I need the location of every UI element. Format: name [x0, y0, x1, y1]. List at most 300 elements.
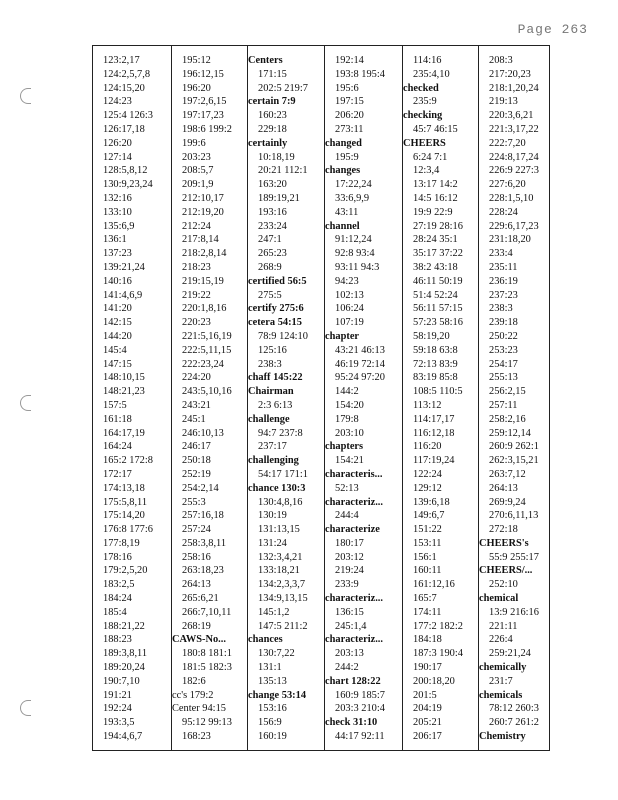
index-entry: 172:17	[103, 468, 132, 480]
index-entry: 147:15	[103, 358, 132, 370]
index-entry: 125:16	[258, 344, 287, 356]
index-headword: checked	[403, 82, 439, 94]
index-headword: changes	[325, 165, 361, 177]
index-entry: 219:22	[182, 289, 211, 301]
index-entry: 148:10,15	[103, 372, 145, 384]
punch-hole-mark	[20, 395, 31, 411]
index-entry: 13:9 216:16	[489, 606, 539, 618]
index-entry: 263:7,12	[489, 468, 526, 480]
index-entry: 257:24	[182, 524, 211, 536]
index-entry: 246:17	[182, 441, 211, 453]
punch-hole-mark	[20, 700, 31, 716]
index-entry: 171:15	[258, 68, 287, 80]
index-entry: 254:17	[489, 358, 518, 370]
index-entry: 203:13	[335, 648, 364, 660]
index-entry: 14:5 16:12	[413, 192, 458, 204]
index-entry: 95:12 99:13	[182, 717, 232, 729]
index-entry: 197:17,23	[182, 110, 224, 122]
index-entry: 193:8 195:4	[335, 68, 385, 80]
index-entry: 203:12	[335, 551, 364, 563]
index-headword: CHEERS/...	[479, 565, 533, 577]
index-entry: 17:22,24	[335, 179, 372, 191]
index-entry: 264:13	[182, 579, 211, 591]
index-entry: 130:4,8,16	[258, 496, 303, 508]
index-entry: 192:24	[103, 703, 132, 715]
index-entry: 140:16	[103, 275, 132, 287]
index-entry: 78:12 260:3	[489, 703, 539, 715]
index-entry: 250:22	[489, 330, 518, 342]
index-entry: 93:11 94:3	[335, 261, 380, 273]
index-entry: 185:4	[103, 606, 127, 618]
index-entry: 13:17 14:2	[413, 179, 458, 191]
index-entry: 189:19,21	[258, 192, 300, 204]
index-entry: 218:2,8,14	[182, 248, 227, 260]
index-entry: 212:24	[182, 220, 211, 232]
index-headword: characteris...	[325, 468, 383, 480]
index-headword: characterize	[325, 524, 380, 536]
index-entry: 6:24 7:1	[413, 151, 448, 163]
index-headword: CAWS-No...	[172, 634, 226, 646]
index-entry: 92:8 93:4	[335, 248, 375, 260]
index-entry: 165:2 172:8	[103, 455, 153, 467]
index-entry: 203:23	[182, 151, 211, 163]
index-entry: 156:1	[413, 551, 437, 563]
index-entry: 244:4	[335, 510, 359, 522]
index-entry: 265:6,21	[182, 593, 219, 605]
index-entry: 136:15	[335, 606, 364, 618]
index-entry: 131:1	[258, 662, 282, 674]
index-column-3	[247, 46, 324, 750]
index-entry: 273:11	[335, 123, 364, 135]
index-entry: 244:2	[335, 662, 359, 674]
index-entry: 222:5,11,15	[182, 344, 232, 356]
index-entry: 135:6,9	[103, 220, 135, 232]
index-entry: 263:18,23	[182, 565, 224, 577]
index-entry: 144:20	[103, 330, 132, 342]
index-entry: 160:19	[258, 731, 287, 743]
index-entry: 255:3	[182, 496, 206, 508]
index-entry: 176:8 177:6	[103, 524, 153, 536]
index-entry: 123:2,17	[103, 55, 140, 66]
index-entry: 199:6	[182, 137, 206, 149]
index-entry: 233:24	[258, 220, 287, 232]
index-headword: certify 275:6	[248, 303, 304, 315]
index-entry: 197:15	[335, 96, 364, 108]
index-entry: 28:24 35:1	[413, 234, 458, 246]
punch-hole-mark	[20, 88, 31, 104]
index-entry: 160:11	[413, 565, 442, 577]
index-entry: 189:20,24	[103, 662, 145, 674]
index-entry: 51:4 52:24	[413, 289, 458, 301]
index-entry: 265:23	[258, 248, 287, 260]
index-entry: 188:21,22	[103, 620, 145, 632]
index-entry: 204:19	[413, 703, 442, 715]
index-entry: 154:20	[335, 399, 364, 411]
index-entry: 124:15,20	[103, 82, 145, 94]
index-entry: 164:17,19	[103, 427, 145, 439]
index-entry: 219:15,19	[182, 275, 224, 287]
index-entry: 72:13 83:9	[413, 358, 458, 370]
index-entry: 220:1,8,16	[182, 303, 227, 315]
index-entry: 237:23	[489, 289, 518, 301]
index-entry: 229:6,17,23	[489, 220, 539, 232]
index-entry: 141:4,6,9	[103, 289, 143, 301]
index-entry: 175:14,20	[103, 510, 145, 522]
index-entry: 237:17	[258, 441, 287, 453]
index-column-1	[93, 46, 171, 750]
index-entry: 136:1	[103, 234, 127, 246]
index-entry: 142:15	[103, 317, 132, 329]
index-entry: 233:4	[489, 248, 513, 260]
index-entry: 107:19	[335, 317, 364, 329]
index-entry: 221:5,16,19	[182, 330, 232, 342]
index-entry: 221:3,17,22	[489, 123, 539, 135]
index-entry: 266:7,10,11	[182, 606, 232, 618]
index-entry: 10:18,19	[258, 151, 295, 163]
index-entry: 180:17	[335, 537, 364, 549]
index-entry: 122:24	[413, 468, 442, 480]
index-entry: 228:1,5,10	[489, 192, 534, 204]
index-entry: 193:3,5	[103, 717, 135, 729]
index-entry: 135:13	[258, 675, 287, 687]
index-headword: checking	[403, 110, 443, 122]
index-entry: 132:3,4,21	[258, 551, 303, 563]
index-entry: 243:21	[182, 399, 211, 411]
index-headword: certain 7:9	[248, 96, 296, 108]
index-entry: 91:12,24	[335, 234, 372, 246]
index-entry: 161:18	[103, 413, 132, 425]
index-entry: 192:14	[335, 55, 364, 66]
index-entry: 217:8,14	[182, 234, 219, 246]
index-entry: 130:7,22	[258, 648, 295, 660]
index-entry: 46:19 72:14	[335, 358, 385, 370]
index-entry: 235:11	[489, 261, 518, 273]
index-entry: 148:21,23	[103, 386, 145, 398]
index-entry: 200:18,20	[413, 675, 455, 687]
index-entry: 259:12,14	[489, 427, 531, 439]
index-entry: 235:4,10	[413, 68, 450, 80]
index-entry: 226:9 227:3	[489, 165, 539, 177]
word-index-table	[92, 45, 550, 751]
index-entry: 198:6 199:2	[182, 123, 232, 135]
index-column-5	[402, 46, 478, 750]
index-entry: 145:4	[103, 344, 127, 356]
index-entry: 205:21	[413, 717, 442, 729]
index-entry: 54:17 171:1	[258, 468, 308, 480]
index-entry: 43:21 46:13	[335, 344, 385, 356]
page-number-label: Page 263	[517, 22, 588, 37]
index-entry: 126:17,18	[103, 123, 145, 135]
index-entry: 151:22	[413, 524, 442, 536]
index-entry: 161:12,16	[413, 579, 455, 591]
index-entry: 108:5 110:5	[413, 386, 463, 398]
index-entry: 229:18	[258, 123, 287, 135]
index-entry: 113:12	[413, 399, 442, 411]
index-headword: cetera 54:15	[248, 317, 302, 329]
index-entry: 203:10	[335, 427, 364, 439]
index-entry: 163:20	[258, 179, 287, 191]
index-entry: 58:19,20	[413, 330, 450, 342]
index-entry: 132:16	[103, 192, 132, 204]
index-entry: 195:9	[335, 151, 359, 163]
index-entry: 233:9	[335, 579, 359, 591]
index-headword: Chemistry	[479, 731, 526, 743]
index-entry: 238:3	[489, 303, 513, 315]
index-column-4	[324, 46, 402, 750]
index-entry: 38:2 43:18	[413, 261, 458, 273]
index-entry: 174:13,18	[103, 482, 145, 494]
index-headword: chemically	[479, 662, 527, 674]
index-entry: Center 94:15	[172, 703, 226, 715]
index-entry: 245:1	[182, 413, 206, 425]
index-entry: 190:17	[413, 662, 442, 674]
index-entry: 154:21	[335, 455, 364, 467]
index-entry: 128:5,8,12	[103, 165, 148, 177]
index-headword: check 31:10	[325, 717, 378, 729]
index-headword: changed	[325, 137, 362, 149]
index-entry: 124:2,5,7,8	[103, 68, 151, 80]
index-entry: 139:21,24	[103, 261, 145, 273]
index-entry: 46:11 50:19	[413, 275, 463, 287]
index-column-6	[478, 46, 551, 750]
index-entry: 126:20	[103, 137, 132, 149]
index-entry: 45:7 46:15	[413, 123, 458, 135]
index-entry: 20:21 112:1	[258, 165, 308, 177]
index-entry: 125:4 126:3	[103, 110, 153, 122]
index-entry: 145:1,2	[258, 606, 290, 618]
index-entry: 149:6,7	[413, 510, 445, 522]
index-entry: 44:17 92:11	[335, 731, 385, 743]
index-entry: 183:2,5	[103, 579, 135, 591]
index-entry: 156:9	[258, 717, 282, 729]
index-entry: 209:1,9	[182, 179, 214, 191]
index-entry: 52:13	[335, 482, 359, 494]
index-entry: 247:1	[258, 234, 282, 246]
index-entry: 257:11	[489, 399, 518, 411]
index-entry: 189:3,8,11	[103, 648, 148, 660]
index-headword: channel	[325, 220, 360, 232]
index-headword: chapters	[325, 441, 364, 453]
index-entry: 78:9 124:10	[258, 330, 308, 342]
index-entry: 224:20	[182, 372, 211, 384]
index-entry: 127:14	[103, 151, 132, 163]
index-entry: 203:3 210:4	[335, 703, 385, 715]
index-entry: 131:24	[258, 537, 287, 549]
index-entry: 141:20	[103, 303, 132, 315]
index-entry: 195:6	[335, 82, 359, 94]
index-headword: challenging	[248, 455, 299, 467]
index-entry: 268:19	[182, 620, 211, 632]
index-headword: CHEERS	[403, 137, 446, 149]
index-entry: 238:3	[258, 358, 282, 370]
index-entry: 253:23	[489, 344, 518, 356]
index-entry: 106:24	[335, 303, 364, 315]
index-entry: 165:7	[413, 593, 437, 605]
index-entry: 224:8,17,24	[489, 151, 539, 163]
index-entry: 179:2,5,20	[103, 565, 148, 577]
index-entry: 218:1,20,24	[489, 82, 539, 94]
index-headword: Centers	[248, 55, 283, 66]
index-entry: 196:12,15	[182, 68, 224, 80]
index-entry: 184:24	[103, 593, 132, 605]
index-entry: 208:3	[489, 55, 513, 66]
index-entry: cc's 179:2	[172, 689, 214, 701]
index-entry: 164:24	[103, 441, 132, 453]
index-entry: 174:11	[413, 606, 442, 618]
index-entry: 259:21,24	[489, 648, 531, 660]
index-entry: 190:7,10	[103, 675, 140, 687]
index-entry: 114:16	[413, 55, 442, 66]
index-entry: 231:18,20	[489, 234, 531, 246]
index-entry: 196:20	[182, 82, 211, 94]
index-headword: Chairman	[248, 386, 294, 398]
index-entry: 35:17 37:22	[413, 248, 463, 260]
index-headword: change 53:14	[248, 689, 307, 701]
index-entry: 228:24	[489, 206, 518, 218]
index-headword: chance 130:3	[248, 482, 306, 494]
index-entry: 206:20	[335, 110, 364, 122]
index-headword: characteriz...	[325, 634, 383, 646]
index-entry: 245:1,4	[335, 620, 367, 632]
index-entry: 255:13	[489, 372, 518, 384]
index-entry: 124:23	[103, 96, 132, 108]
index-entry: 19:9 22:9	[413, 206, 453, 218]
index-entry: 252:10	[489, 579, 518, 591]
index-entry: 268:9	[258, 261, 282, 273]
index-entry: 219:13	[489, 96, 518, 108]
index-entry: 243:5,10,16	[182, 386, 232, 398]
index-headword: chemical	[479, 593, 519, 605]
index-headword: chapter	[325, 330, 360, 342]
index-entry: 222:23,24	[182, 358, 224, 370]
index-headword: characteriz...	[325, 496, 383, 508]
index-entry: 187:3 190:4	[413, 648, 463, 660]
index-entry: 94:7 237:8	[258, 427, 303, 439]
index-headword: CHEERS's	[479, 537, 529, 549]
index-entry: 116:20	[413, 441, 442, 453]
index-headword: chemicals	[479, 689, 523, 701]
index-entry: 272:18	[489, 524, 518, 536]
index-entry: 222:7,20	[489, 137, 526, 149]
index-entry: 180:8 181:1	[182, 648, 232, 660]
index-entry: 59:18 63:8	[413, 344, 458, 356]
index-entry: 182:6	[182, 675, 206, 687]
index-entry: 116:12,18	[413, 427, 455, 439]
index-entry: 252:19	[182, 468, 211, 480]
index-entry: 275:5	[258, 289, 282, 301]
index-entry: 134:2,3,3,7	[258, 579, 306, 591]
index-headword: characteriz...	[325, 593, 383, 605]
index-entry: 94:23	[335, 275, 359, 287]
index-headword: chances	[248, 634, 283, 646]
index-entry: 188:23	[103, 634, 132, 646]
index-entry: 27:19 28:16	[413, 220, 463, 232]
index-entry: 250:18	[182, 455, 211, 467]
index-entry: 117:19,24	[413, 455, 455, 467]
index-entry: 57:23 58:16	[413, 317, 463, 329]
index-entry: 256:2,15	[489, 386, 526, 398]
index-entry: 157:5	[103, 399, 127, 411]
index-entry: 33:6,9,9	[335, 192, 370, 204]
index-entry: 179:8	[335, 413, 359, 425]
index-entry: 212:10,17	[182, 192, 224, 204]
index-entry: 95:24 97:20	[335, 372, 385, 384]
index-entry: 212:19,20	[182, 206, 224, 218]
index-entry: 246:10,13	[182, 427, 224, 439]
index-entry: 208:5,7	[182, 165, 214, 177]
index-entry: 137:23	[103, 248, 132, 260]
index-entry: 221:11	[489, 620, 518, 632]
index-entry: 184:18	[413, 634, 442, 646]
index-entry: 168:23	[182, 731, 211, 743]
index-entry: 160:23	[258, 110, 287, 122]
index-entry: 178:16	[103, 551, 132, 563]
index-headword: certified 56:5	[248, 275, 307, 287]
index-entry: 43:11	[335, 206, 359, 218]
index-entry: 269:9,24	[489, 496, 526, 508]
index-entry: 258:16	[182, 551, 211, 563]
index-entry: 133:10	[103, 206, 132, 218]
index-entry: 220:23	[182, 317, 211, 329]
index-entry: 131:13,15	[258, 524, 300, 536]
index-entry: 102:13	[335, 289, 364, 301]
index-entry: 260:7 261:2	[489, 717, 539, 729]
index-entry: 55:9 255:17	[489, 551, 539, 563]
index-entry: 201:5	[413, 689, 437, 701]
index-entry: 56:11 57:15	[413, 303, 463, 315]
index-entry: 236:19	[489, 275, 518, 287]
index-entry: 147:5 211:2	[258, 620, 308, 632]
index-column-2	[171, 46, 247, 750]
index-entry: 177:2 182:2	[413, 620, 463, 632]
index-entry: 206:17	[413, 731, 442, 743]
index-entry: 144:2	[335, 386, 359, 398]
index-entry: 194:4,6,7	[103, 731, 143, 743]
index-entry: 258:3,8,11	[182, 537, 227, 549]
index-entry: 231:7	[489, 675, 513, 687]
index-entry: 139:6,18	[413, 496, 450, 508]
index-entry: 83:19 85:8	[413, 372, 458, 384]
index-entry: 2:3 6:13	[258, 399, 293, 411]
index-headword: chart 128:22	[325, 675, 381, 687]
index-entry: 130:9,23,24	[103, 179, 153, 191]
index-entry: 219:24	[335, 565, 364, 577]
index-entry: 195:12	[182, 55, 211, 66]
index-entry: 197:2,6,15	[182, 96, 227, 108]
index-entry: 175:5,8,11	[103, 496, 148, 508]
index-entry: 114:17,17	[413, 413, 455, 425]
index-entry: 133:18,21	[258, 565, 300, 577]
index-entry: 134:9,13,15	[258, 593, 308, 605]
index-entry: 227:6,20	[489, 179, 526, 191]
index-entry: 129:12	[413, 482, 442, 494]
index-entry: 262:3,15,21	[489, 455, 539, 467]
index-entry: 193:16	[258, 206, 287, 218]
index-entry: 130:19	[258, 510, 287, 522]
index-entry: 270:6,11,13	[489, 510, 539, 522]
index-entry: 226:4	[489, 634, 513, 646]
index-entry: 12:3,4	[413, 165, 440, 177]
index-entry: 191:21	[103, 689, 132, 701]
index-entry: 239:18	[489, 317, 518, 329]
index-entry: 260:9 262:1	[489, 441, 539, 453]
index-entry: 254:2,14	[182, 482, 219, 494]
index-headword: chaff 145:22	[248, 372, 303, 384]
index-headword: certainly	[248, 137, 288, 149]
index-headword: challenge	[248, 413, 290, 425]
index-entry: 153:11	[413, 537, 442, 549]
index-entry: 217:20,23	[489, 68, 531, 80]
